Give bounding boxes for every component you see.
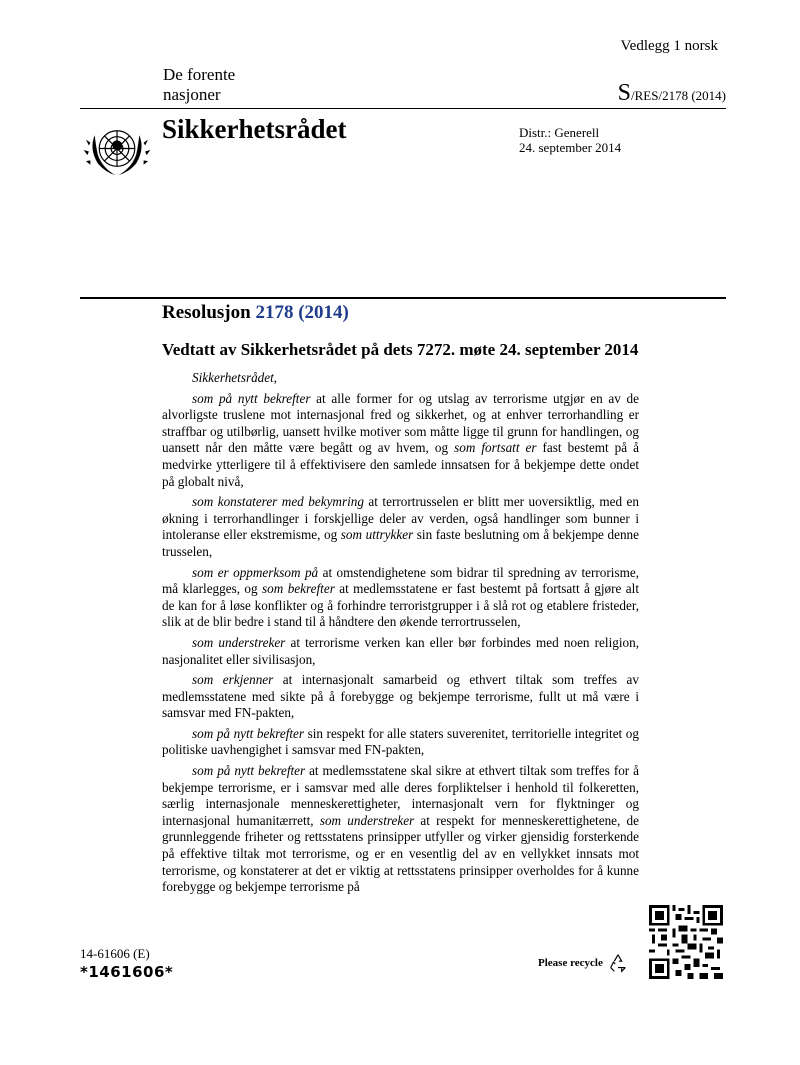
resolution-prefix: Resolusjon: [162, 302, 256, 323]
preamble-paragraph: Sikkerhetsrådet,: [192, 370, 278, 385]
preamble-paragraph: som konstaterer med bekymring at terrortrusselen er blitt mer uoversiktlig, med en økning i terrorhandlinger i forskjellige deler av verden, også handlinger som bunner i intoleranse eller ekstremisme, og som uttrykker sin faste beslutning om å bekjempe denne trusselen,: [162, 494, 639, 559]
document-date: 24. september 2014: [519, 140, 622, 155]
symbol-rest: /RES/2178 (2014): [631, 88, 726, 103]
document-symbol: [520, 80, 726, 107]
resolution-number-link[interactable]: 2178 (2014): [255, 302, 349, 323]
organization-line-1: De forente: [163, 65, 236, 84]
resolution-title: [162, 302, 349, 324]
recycle-icon: [607, 952, 629, 974]
header-divider: [80, 108, 726, 109]
title-divider: [80, 297, 726, 299]
barcode-text: *1461606*: [80, 963, 174, 981]
annex-label: Vedlegg 1 norsk: [620, 38, 718, 54]
preamble-paragraph: som erkjenner at internasjonalt samarbeid og ethvert tiltak som treffes av medlemsstatene med sikte på å forebygge og bekjempe terrorisme, fullt ut må være i samsvar med FN-pakten,: [162, 672, 639, 721]
organization-name: [163, 65, 235, 105]
adopted-line: Vedtatt av Sikkerhetsrådet på dets 7272. møte 24. september 2014: [162, 340, 639, 359]
document-id: 14-61606 (E): [80, 946, 150, 961]
distribution-label: Distr.: Generell: [519, 125, 600, 140]
recycle-notice: [538, 952, 629, 974]
distribution-info: [519, 125, 621, 155]
recycle-label: Please recycle: [538, 957, 603, 969]
symbol-prefix: S: [617, 80, 632, 106]
resolution-body: [162, 370, 639, 900]
preamble-paragraph: som på nytt bekrefter at alle former for og utslag av terrorisme utgjør en av de alvorligste truslene mot internasjonal fred og sikkerhet, og at enhver terrorhandling er straffbar og utilbørlig, uansett hvilke motiver som måtte ligge til grunn for handlingen, og uansett når den måtte være begått og av hvem, og som fortsatt er fast bestemt på å medvirke ytterligere til å effektivisere den samlede innsatsen for å bekjempe dette ondet på globalt nivå,: [162, 390, 639, 489]
un-emblem-icon: [80, 113, 154, 187]
qr-code-icon: [649, 905, 723, 979]
preamble-paragraph: som er oppmerksom på at omstendighetene som bidrar til spredning av terrorisme, må klarlegges, og som bekrefter at medlemsstatene er fast bestemt på fortsatt å gjøre alt de kan for å løse konflikter og å forhindre terroristgrupper i å slå rot og etablere fristeder, slik at de blir bedre i stand til å håndtere den økende terrortrusselen,: [162, 564, 639, 630]
council-title: Sikkerhetsrådet: [162, 114, 347, 144]
organization-line-2: nasjoner: [163, 85, 221, 104]
preamble-paragraph: som på nytt bekrefter at medlemsstatene skal sikre at ethvert tiltak som treffes for å bekjempe terrorisme, er i samsvar med alle deres forpliktelser i henhold til folkeretten, særlig internasjonale menneskerettigheter, internasjonalt vern for flyktninger og internasjonal humanitærrett, som understreker at respekt for menneskerettighetene, de grunnleggende friheter og rettsstatens prinsipper utfyller og virker gjensidig forsterkende på effektive tiltak mot terrorisme, og er en vesentlig del av en vellykket innsats mot terrorisme, og konstaterer at det er viktig at rettsstatens prinsipper overholdes for å kunne forebygge og bekjempe terrorisme på: [162, 763, 639, 895]
preamble-paragraph: som på nytt bekrefter sin respekt for alle staters suverenitet, territorielle integritet og politiske uavhengighet i samsvar med FN-pakten,: [162, 725, 639, 758]
preamble-paragraph: som understreker at terrorisme verken kan eller bør forbindes med noen religion, nasjonalitet eller sivilisasjon,: [162, 634, 639, 667]
